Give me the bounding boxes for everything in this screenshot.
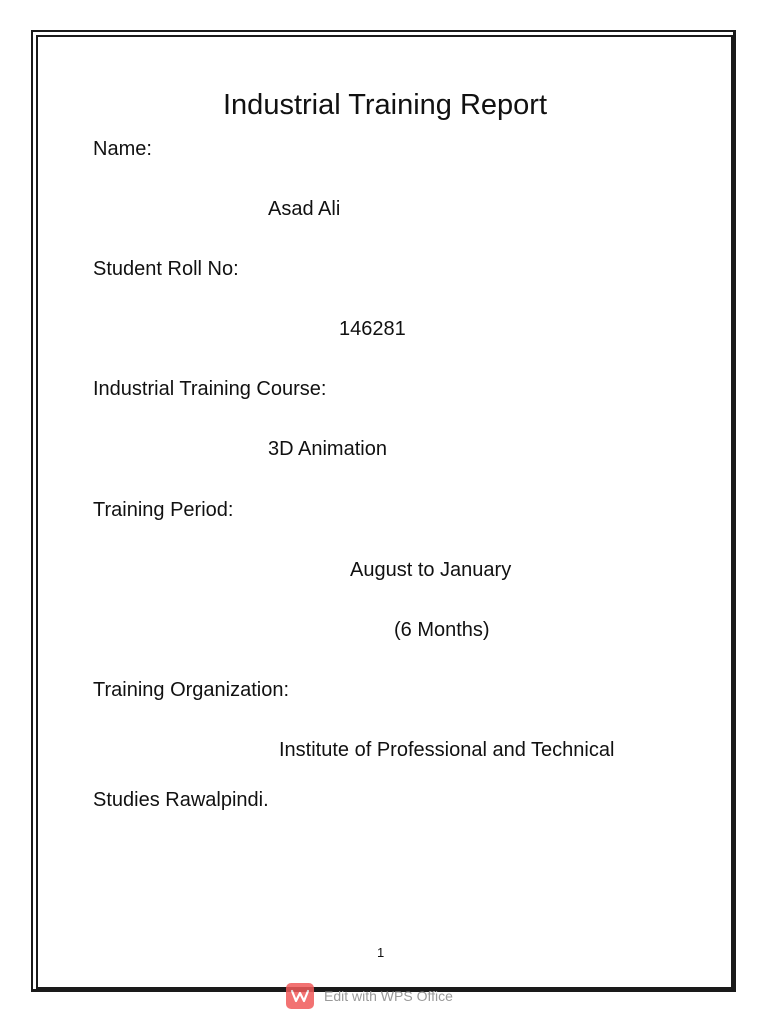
organization-value-line2: Studies Rawalpindi. [93,789,269,811]
name-label: Name: [93,138,152,160]
document-title: Industrial Training Report [223,89,547,121]
period-label: Training Period: [93,499,234,521]
organization-label: Training Organization: [93,679,290,701]
edit-with-wps-badge[interactable] [286,982,453,1010]
period-value: August to January [350,559,512,581]
period-duration: (6 Months) [394,619,490,641]
course-value: 3D Animation [268,438,387,460]
page-number: 1 [377,945,385,960]
page-border-shadow-right [733,32,736,992]
name-value: Asad Ali [268,198,341,220]
organization-value-line1: Institute of Professional and Technical [279,739,615,761]
wps-badge-label[interactable]: Edit with WPS Office [324,988,453,1004]
roll-number-value: 146281 [339,318,406,340]
course-label: Industrial Training Course: [93,378,327,400]
wps-logo-icon [286,983,314,1009]
roll-number-label: Student Roll No: [93,258,239,280]
